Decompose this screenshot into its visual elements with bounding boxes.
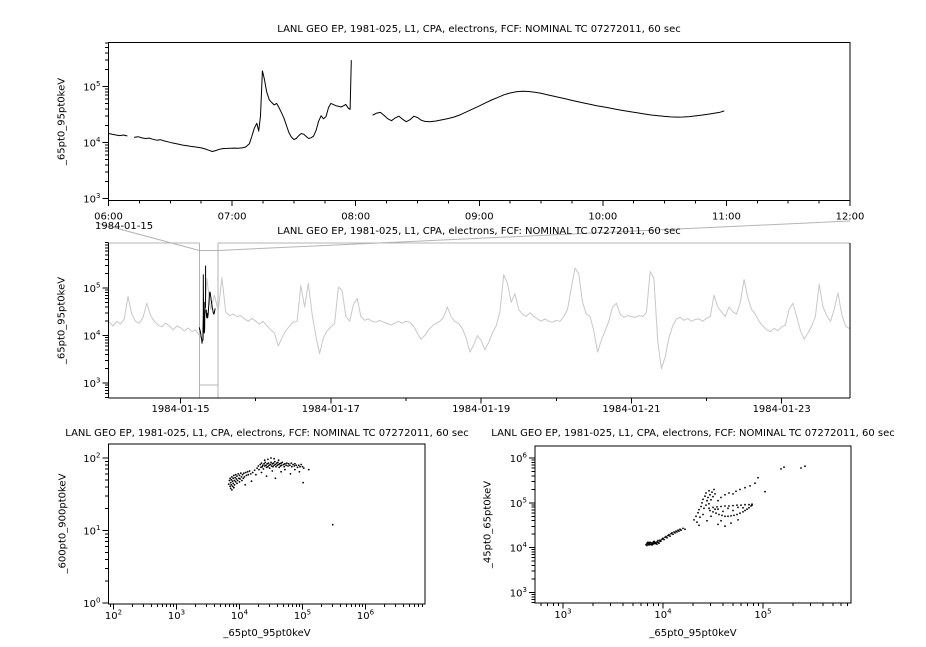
tick-label: $10^6$ — [356, 608, 375, 622]
top-panel-ylabel: _65pt0_95pt0keV — [56, 77, 68, 166]
tick-label: 11:00 — [712, 211, 741, 223]
tick-label: 1984-01-23 — [752, 404, 811, 415]
scatter-right-title: LANL GEO EP, 1981-025, L1, CPA, electrons, FCF: NOMINAL TC 07272011, 60 sec — [491, 428, 895, 439]
overview-selection-box[interactable] — [199, 243, 218, 398]
tick-label: $10^3$ — [167, 608, 186, 622]
tick-label: $10^3$ — [83, 376, 101, 390]
tick-label: $10^4$ — [83, 136, 101, 150]
tick-label: $10^6$ — [509, 451, 527, 466]
tick-label: 08:00 — [341, 211, 371, 223]
scatter-left-ylabel: _600pt0_900pt0keV — [57, 473, 69, 574]
tick-label: 07:00 — [217, 211, 247, 223]
overview-panel-ylabel: _65pt0_95pt0keV — [56, 276, 68, 365]
tick-label: $10^5$ — [83, 80, 101, 94]
tick-label: $10^4$ — [509, 541, 527, 555]
scatter-left-panel[interactable] — [83, 444, 425, 622]
tick-label: $10^4$ — [654, 607, 672, 621]
tick-label: $10^3$ — [554, 607, 572, 621]
tick-label: $10^3$ — [83, 192, 101, 206]
tick-label: $10^1$ — [83, 524, 101, 538]
scatter-left-xlabel: _65pt0_95pt0keV — [223, 628, 311, 639]
tick-label: $10^2$ — [104, 608, 123, 622]
overview-panel[interactable] — [83, 243, 850, 415]
tick-label: $10^0$ — [83, 596, 101, 610]
tick-label: $10^3$ — [509, 586, 527, 600]
top-panel-title: LANL GEO EP, 1981-025, L1, CPA, electrons, FCF: NOMINAL TC 07272011, 60 sec — [277, 24, 681, 35]
scatter-right-xlabel: _65pt0_95pt0keV — [649, 628, 737, 639]
tick-label: $10^5$ — [293, 608, 312, 622]
tick-label: 12:00 — [835, 211, 865, 223]
overview-panel-title: LANL GEO EP, 1981-025, L1, CPA, electrons, FCF: NOMINAL TC 07272011, 60 sec — [277, 226, 681, 237]
scatter-left-title: LANL GEO EP, 1981-025, L1, CPA, electrons, FCF: NOMINAL TC 07272011, 60 sec — [65, 428, 469, 439]
scatter-right-panel[interactable] — [510, 446, 851, 621]
tick-label: 1984-01-21 — [602, 404, 661, 415]
tick-label: $10^5$ — [509, 496, 527, 510]
tick-label: 09:00 — [464, 211, 494, 223]
top-panel[interactable] — [83, 43, 864, 223]
tick-label: $10^2$ — [83, 451, 101, 465]
tick-label: $10^4$ — [230, 608, 249, 622]
tick-label: $10^5$ — [83, 281, 101, 295]
tick-label: 1984-01-15 — [151, 404, 210, 415]
tick-label: $10^5$ — [754, 607, 772, 621]
tick-label: 1984-01-19 — [452, 404, 511, 415]
tick-label: $10^4$ — [83, 329, 101, 343]
tick-label: 06:00 — [94, 211, 123, 223]
tick-label: 10:00 — [588, 211, 618, 223]
context-date-label: 1984-01-15 — [95, 221, 154, 232]
scatter-right-ylabel: _45pt0_65pt0keV — [482, 480, 494, 569]
tick-label: 1984-01-17 — [301, 404, 360, 415]
